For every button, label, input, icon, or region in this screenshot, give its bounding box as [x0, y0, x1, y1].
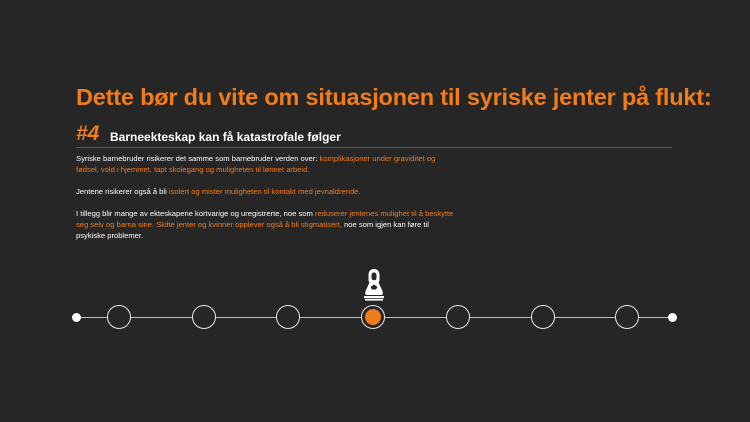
highlighted-text: komplikasjoner under graviditet og fødsel, vold i hjemmet, tapt skolegang og muligheten til lønnet arbeid. — [76, 154, 436, 174]
timeline-node[interactable] — [192, 305, 216, 329]
paragraph-text: Jentene risikerer også å bli — [76, 187, 169, 196]
timeline-node[interactable] — [276, 305, 300, 329]
highlighted-text: reduserer jentenes mulighet til å beskytte seg selv og barna sine. Skilte jenter og kvinner opplever også å bli stigmatisert, — [76, 209, 454, 229]
timeline-node[interactable] — [615, 305, 639, 329]
timeline-node[interactable] — [531, 305, 555, 329]
timeline-end-dot — [668, 313, 677, 322]
page-title: Dette bør du vite om situasjonen til syriske jenter på flukt: — [76, 84, 712, 110]
paragraph-text: I tillegg blir mange av ekteskapene kortvarige og uregistrerte, noe som — [76, 209, 315, 218]
highlighted-text: isolert og mister muligheten til kontakt med jevnaldrende. — [168, 187, 361, 196]
section-title: Barneekteskap kan få katastrofale følger — [110, 130, 341, 144]
timeline-node[interactable] — [446, 305, 470, 329]
person-silhouette-icon — [361, 268, 387, 302]
paragraph-text: Syriske barnebruder risikerer det samme som barnebruder verden over: — [76, 154, 320, 163]
section-number: #4 — [76, 122, 100, 145]
paragraph-text: noe som igjen kan føre til psykiske problemer. — [76, 220, 429, 240]
timeline-node-active[interactable] — [361, 305, 385, 329]
timeline-start-dot — [72, 313, 81, 322]
timeline-node[interactable] — [107, 305, 131, 329]
